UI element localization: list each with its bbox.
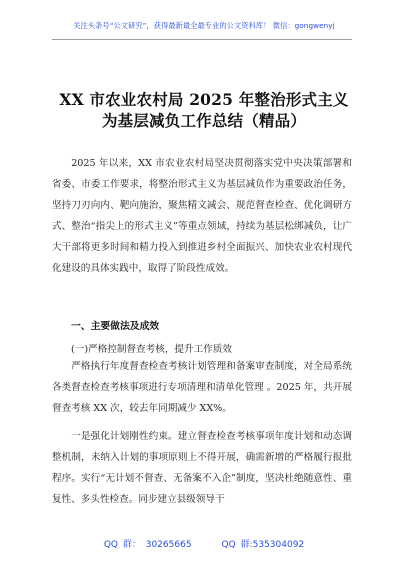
body-paragraph-2: 严格执行年度督查检查考核计划管理和备案审查制度，对全局系统各类督查检查考核事项进行专项清理和清单化管理 。2025 年，共开展督查考核 XX 次，较去年同期减少 XX%。 [52, 361, 352, 414]
document-title-line-1: XX 市农业农村局 2025 年整治形式主义 [59, 90, 349, 109]
document-title-line-2: 为基层减负工作总结（精品） [101, 111, 307, 130]
subsection-heading: (一)严格控制督查考核，提升工作质效 [71, 344, 232, 355]
footer-qq-group-1: QQ 群： 30265665 [103, 540, 192, 550]
section-heading: 一、主要做法及成效 [71, 321, 160, 332]
intro-paragraph: 2025 年以来，XX 市农业农村局坚决贯彻落实党中央决策部署和省委、市委工作要求，将整治形式主义为基层减负作为重要政治任务，坚持刀刃向内、靶向施治，聚焦精文减会、规范督查检查、优化调研方式、整治“指尖上的形式主义”等重点领域，持续为基层松绑减负，让广大干部将更多时间和精力投入到推进乡村全面振兴、加快农业农村现代化建设的具体实践中，取得了阶段性成效。 [52, 158, 352, 274]
header-divider [52, 39, 352, 40]
body-paragraph-3: 一是强化计划刚性约束。建立督查检查考核事项年度计划和动态调整机制，未纳入计划的事项原则上不得开展，确需新增的严格履行报批程序。实行“无计划不督查、无备案不入企”制度，坚决杜绝随意性、重复性、多头性检查。同步建立县级领导干 [52, 431, 352, 505]
footer-qq-group-2: QQ 群:535304092 [221, 540, 305, 550]
header-promo-note: 关注头条号“公文研究”，获得最新最全最专业的公文资料库！ 微信：gongwenyj [73, 21, 335, 30]
footer-contact [0, 537, 408, 550]
